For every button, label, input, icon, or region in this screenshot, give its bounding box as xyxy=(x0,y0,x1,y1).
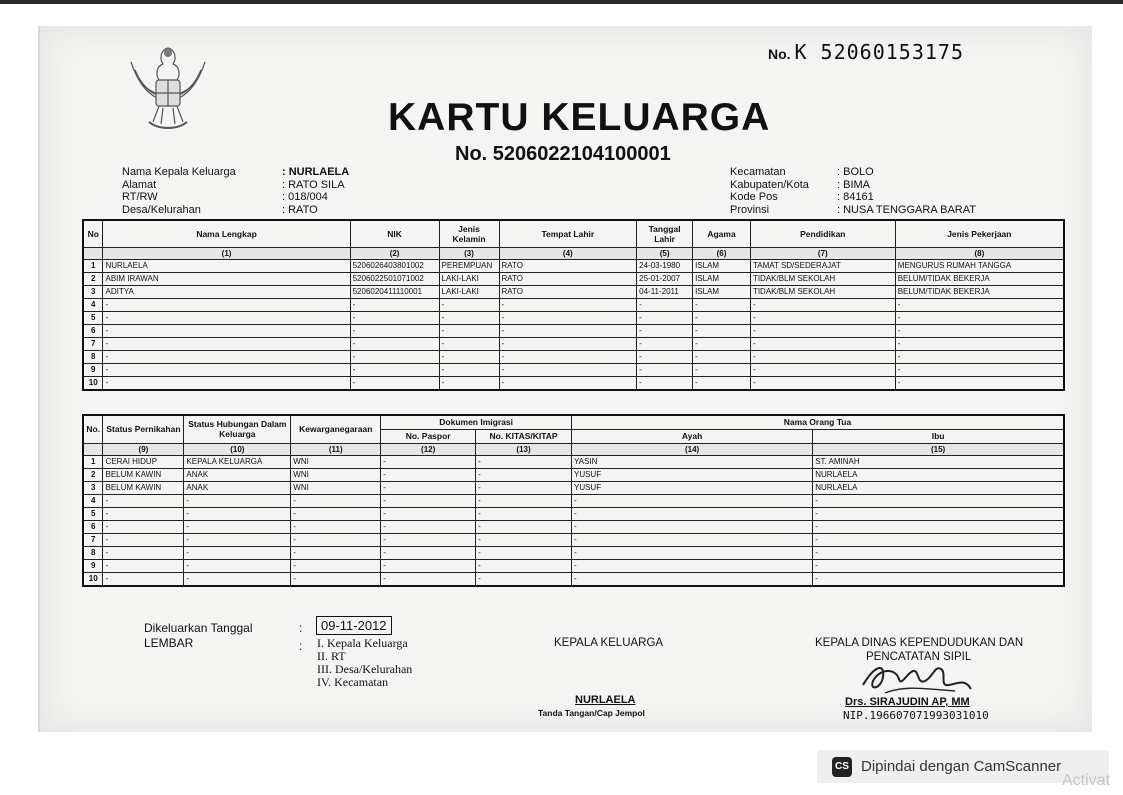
index-cell: (9) xyxy=(103,443,184,455)
table-cell: RATO xyxy=(499,259,637,272)
table-cell: - xyxy=(693,324,751,337)
table-cell: KEPALA KELUARGA xyxy=(184,455,291,468)
table-cell: - xyxy=(103,494,184,507)
header-right-block xyxy=(730,166,1030,216)
lembar-item: II. RT xyxy=(317,649,346,663)
table-cell: - xyxy=(439,298,499,311)
header-label: Kode Pos xyxy=(730,191,778,203)
table-cell: - xyxy=(381,468,476,481)
table-cell: - xyxy=(439,376,499,390)
table-cell: ST. AMINAH xyxy=(813,455,1064,468)
table-cell: - xyxy=(381,494,476,507)
table-cell: - xyxy=(693,298,751,311)
table-row xyxy=(83,455,1064,468)
table-cell: ISLAM xyxy=(693,272,751,285)
table-cell: - xyxy=(476,546,572,559)
table-cell: ISLAM xyxy=(693,285,751,298)
lembar-item: I. Kepala Keluarga xyxy=(317,636,408,650)
table-cell: - xyxy=(184,520,291,533)
row-number: 1 xyxy=(83,259,103,272)
table-cell: WNI xyxy=(291,468,381,481)
table-cell: - xyxy=(439,350,499,363)
table-cell: - xyxy=(350,337,439,350)
table-row xyxy=(83,494,1064,507)
family-status-table xyxy=(82,414,1065,587)
table-cell: - xyxy=(103,546,184,559)
table-cell: - xyxy=(637,324,693,337)
table-row xyxy=(83,285,1064,298)
table-cell: - xyxy=(813,520,1064,533)
table-cell: - xyxy=(693,363,751,376)
table-cell: - xyxy=(571,572,812,586)
table-cell: - xyxy=(476,572,572,586)
colon: : xyxy=(299,621,303,635)
table-cell: - xyxy=(291,546,381,559)
col-header: Status Hubungan Dalam Keluarga xyxy=(184,415,291,443)
table-row xyxy=(83,376,1064,390)
index-cell xyxy=(83,247,103,259)
col-header: No xyxy=(83,220,103,247)
table-cell: - xyxy=(103,507,184,520)
table-cell: NURLAELA xyxy=(813,481,1064,494)
table-cell: - xyxy=(571,494,812,507)
table-cell: - xyxy=(103,337,350,350)
table-cell: - xyxy=(571,533,812,546)
table-cell: RATO xyxy=(499,272,637,285)
row-number: 4 xyxy=(83,298,103,311)
index-cell: (11) xyxy=(291,443,381,455)
table-cell: - xyxy=(637,298,693,311)
lembar-list xyxy=(317,637,412,689)
table-cell: - xyxy=(381,546,476,559)
table-cell: PEREMPUAN xyxy=(439,259,499,272)
table-cell: - xyxy=(350,363,439,376)
table-cell: - xyxy=(476,494,572,507)
header-value: : 018/004 xyxy=(282,191,328,203)
row-number: 6 xyxy=(83,324,103,337)
table-cell: - xyxy=(476,481,572,494)
table-row xyxy=(83,363,1064,376)
table-cell: - xyxy=(750,376,895,390)
row-number: 9 xyxy=(83,559,103,572)
index-cell: (7) xyxy=(750,247,895,259)
table-cell: - xyxy=(813,507,1064,520)
table-cell: - xyxy=(184,494,291,507)
row-number: 8 xyxy=(83,350,103,363)
table-cell: MENGURUS RUMAH TANGGA xyxy=(895,259,1064,272)
row-number: 5 xyxy=(83,507,103,520)
table-cell: - xyxy=(439,363,499,376)
table-cell: - xyxy=(895,298,1064,311)
garuda-emblem-icon xyxy=(123,40,213,135)
table-cell: 5206022501071002 xyxy=(350,272,439,285)
table-cell: - xyxy=(813,559,1064,572)
table-cell: WNI xyxy=(291,455,381,468)
table-cell: - xyxy=(813,572,1064,586)
table-cell: - xyxy=(476,468,572,481)
kk-number: No. 5206022104100001 xyxy=(455,143,671,165)
table-cell: - xyxy=(184,572,291,586)
table-cell: YUSUF xyxy=(571,468,812,481)
table-cell: ABIM IRAWAN xyxy=(103,272,350,285)
table-cell: - xyxy=(381,507,476,520)
row-number: 7 xyxy=(83,337,103,350)
table-cell: - xyxy=(499,363,637,376)
index-cell: (10) xyxy=(184,443,291,455)
official-nip: NIP.196607071993031010 xyxy=(843,709,989,722)
table-cell: - xyxy=(103,376,350,390)
table-cell: YASIN xyxy=(571,455,812,468)
table-cell: - xyxy=(350,324,439,337)
table-cell: - xyxy=(895,311,1064,324)
table-cell: - xyxy=(103,533,184,546)
table-cell: - xyxy=(499,324,637,337)
table-row xyxy=(83,324,1064,337)
table-cell: - xyxy=(291,494,381,507)
row-number: 9 xyxy=(83,363,103,376)
table-cell: - xyxy=(476,533,572,546)
index-cell: (4) xyxy=(499,247,637,259)
table-cell: - xyxy=(750,363,895,376)
header-value: : NURLAELA xyxy=(282,166,350,178)
table-cell: LAKI-LAKI xyxy=(439,272,499,285)
table-cell: - xyxy=(499,337,637,350)
index-cell: (3) xyxy=(439,247,499,259)
lembar-item: III. Desa/Kelurahan xyxy=(317,662,413,676)
lembar-label: LEMBAR xyxy=(144,636,194,650)
table-cell: - xyxy=(693,376,751,390)
table-cell: - xyxy=(184,533,291,546)
col-header: Jenis Kelamin xyxy=(439,220,499,247)
family-head-caption: Tanda Tangan/Cap Jempol xyxy=(538,708,645,718)
table-cell: - xyxy=(750,324,895,337)
table-cell: - xyxy=(637,363,693,376)
table-cell: - xyxy=(750,298,895,311)
doc-number-value: K 52060153175 xyxy=(794,40,964,64)
doc-number-prefix: No. xyxy=(768,46,791,62)
table-cell: - xyxy=(476,507,572,520)
row-number: 10 xyxy=(83,572,103,586)
col-header: No. Paspor xyxy=(381,429,476,443)
table-cell: ADITYA xyxy=(103,285,350,298)
table-cell: RATO xyxy=(499,285,637,298)
table-cell: 04-11-2011 xyxy=(637,285,693,298)
index-cell: (1) xyxy=(103,247,350,259)
row-number: 10 xyxy=(83,376,103,390)
table-cell: - xyxy=(184,546,291,559)
camscanner-logo-icon: CS xyxy=(832,757,852,777)
index-cell: (2) xyxy=(350,247,439,259)
table-cell: - xyxy=(637,337,693,350)
col-header: Nama Lengkap xyxy=(103,220,350,247)
table-row xyxy=(83,572,1064,586)
table-cell: - xyxy=(439,324,499,337)
col-header: Status Pernikahan xyxy=(103,415,184,443)
activation-watermark: Activat xyxy=(1062,772,1111,789)
table-cell: - xyxy=(103,350,350,363)
header-value: : RATO xyxy=(282,203,318,216)
table-row xyxy=(83,272,1064,285)
table-cell: - xyxy=(291,520,381,533)
header-left-block xyxy=(122,166,382,216)
table-cell: - xyxy=(103,298,350,311)
index-cell: (14) xyxy=(571,443,812,455)
table-cell: - xyxy=(637,376,693,390)
table-row xyxy=(83,546,1064,559)
table-row xyxy=(83,298,1064,311)
header-label: Desa/Kelurahan xyxy=(122,203,201,216)
table-cell: - xyxy=(476,455,572,468)
table-cell: 25-01-2007 xyxy=(637,272,693,285)
header-label: Nama Kepala Keluarga xyxy=(122,166,236,178)
index-cell: (5) xyxy=(637,247,693,259)
table-cell: NURLAELA xyxy=(813,468,1064,481)
row-number: 6 xyxy=(83,520,103,533)
table-cell: - xyxy=(499,350,637,363)
table-cell: - xyxy=(750,350,895,363)
col-header: Pendidikan xyxy=(750,220,895,247)
table-cell: - xyxy=(693,350,751,363)
table-cell: - xyxy=(103,559,184,572)
table-cell: - xyxy=(571,520,812,533)
header-label: Provinsi xyxy=(730,203,770,216)
table-cell: - xyxy=(350,311,439,324)
col-header: No. KITAS/KITAP xyxy=(476,429,572,443)
table-cell: - xyxy=(291,507,381,520)
table-cell: LAKI-LAKI xyxy=(439,285,499,298)
table-cell: 5206020411110001 xyxy=(350,285,439,298)
table-cell: - xyxy=(439,311,499,324)
table-cell: TIDAK/BLM SEKOLAH xyxy=(750,272,895,285)
header-value: : NUSA TENGGARA BARAT xyxy=(837,203,976,216)
camscanner-label: Dipindai dengan CamScanner xyxy=(861,758,1062,775)
table-cell: - xyxy=(571,559,812,572)
official-title: PENCATATAN SIPIL xyxy=(866,651,972,663)
header-value: : RATO SILA xyxy=(282,178,345,191)
table-cell: TAMAT SD/SEDERAJAT xyxy=(750,259,895,272)
table-cell: - xyxy=(813,494,1064,507)
table-cell: - xyxy=(637,311,693,324)
colon: : xyxy=(299,639,303,653)
table-cell: BELUM/TIDAK BEKERJA xyxy=(895,285,1064,298)
table-cell: - xyxy=(291,559,381,572)
table-cell: - xyxy=(381,455,476,468)
family-head-name: NURLAELA xyxy=(575,694,636,706)
table-cell: - xyxy=(813,533,1064,546)
header-label: Kecamatan xyxy=(730,166,786,178)
issued-date-label: Dikeluarkan Tanggal xyxy=(144,621,253,635)
table-cell: - xyxy=(381,572,476,586)
header-value: : BIMA xyxy=(837,178,871,191)
col-header: NIK xyxy=(350,220,439,247)
table-row xyxy=(83,337,1064,350)
table-row xyxy=(83,311,1064,324)
col-header: Jenis Pekerjaan xyxy=(895,220,1064,247)
row-number: 8 xyxy=(83,546,103,559)
col-header: Ibu xyxy=(813,429,1064,443)
row-number: 2 xyxy=(83,272,103,285)
table-cell: - xyxy=(103,572,184,586)
table-cell: - xyxy=(571,546,812,559)
table-cell: WNI xyxy=(291,481,381,494)
table-cell: - xyxy=(499,376,637,390)
col-header: Ayah xyxy=(571,429,812,443)
index-cell: (8) xyxy=(895,247,1064,259)
table-cell: - xyxy=(291,533,381,546)
row-number: 7 xyxy=(83,533,103,546)
family-head-title: KEPALA KELUARGA xyxy=(554,637,664,649)
family-members-table xyxy=(82,219,1065,391)
document-title: KARTU KELUARGA xyxy=(388,96,771,139)
table-row xyxy=(83,259,1064,272)
table-cell: BELUM KAWIN xyxy=(103,481,184,494)
table-cell: - xyxy=(895,350,1064,363)
col-header: Tanggal Lahir xyxy=(637,220,693,247)
col-header: Dokumen Imigrasi xyxy=(381,415,572,429)
table-cell: - xyxy=(184,559,291,572)
table-cell: - xyxy=(350,298,439,311)
table-cell: - xyxy=(103,311,350,324)
row-number: 2 xyxy=(83,468,103,481)
issued-date: 09-11-2012 xyxy=(316,616,392,635)
table-cell: - xyxy=(750,311,895,324)
table-cell: - xyxy=(350,350,439,363)
table-row xyxy=(83,520,1064,533)
header-label: Alamat xyxy=(122,178,157,191)
table-cell: - xyxy=(813,546,1064,559)
table-cell: - xyxy=(693,337,751,350)
index-cell xyxy=(83,443,103,455)
table-row xyxy=(83,533,1064,546)
lembar-item: IV. Kecamatan xyxy=(317,675,389,689)
header-value: : 84161 xyxy=(837,191,874,203)
table-cell: - xyxy=(381,520,476,533)
table-cell: - xyxy=(693,311,751,324)
table-cell: - xyxy=(103,520,184,533)
table-cell: ANAK xyxy=(184,481,291,494)
table-cell: NURLAELA xyxy=(103,259,350,272)
table-cell: - xyxy=(637,350,693,363)
col-header: No. xyxy=(83,415,103,443)
index-cell: (15) xyxy=(813,443,1064,455)
row-number: 4 xyxy=(83,494,103,507)
table-cell: BELUM/TIDAK BEKERJA xyxy=(895,272,1064,285)
official-name: Drs. SIRAJUDIN AP, MM xyxy=(845,696,970,708)
index-cell: (6) xyxy=(693,247,751,259)
header-label: RT/RW xyxy=(122,191,158,203)
table-row xyxy=(83,468,1064,481)
table-cell: - xyxy=(381,559,476,572)
table-cell: - xyxy=(476,559,572,572)
table-cell: - xyxy=(381,481,476,494)
table-cell: - xyxy=(750,337,895,350)
table-row xyxy=(83,350,1064,363)
table-cell: 24-03-1980 xyxy=(637,259,693,272)
row-number: 5 xyxy=(83,311,103,324)
table-cell: 5206026403801002 xyxy=(350,259,439,272)
header-label: Kabupaten/Kota xyxy=(730,178,809,191)
table-cell: - xyxy=(571,507,812,520)
row-number: 3 xyxy=(83,285,103,298)
table-cell: - xyxy=(895,337,1064,350)
table-cell: TIDAK/BLM SEKOLAH xyxy=(750,285,895,298)
table-cell: - xyxy=(291,572,381,586)
col-header: Nama Orang Tua xyxy=(571,415,1064,429)
table-cell: - xyxy=(103,363,350,376)
row-number: 1 xyxy=(83,455,103,468)
table-row xyxy=(83,559,1064,572)
table-cell: - xyxy=(895,363,1064,376)
table-cell: - xyxy=(476,520,572,533)
table-cell: - xyxy=(439,337,499,350)
table-cell: - xyxy=(895,376,1064,390)
top-border xyxy=(0,0,1123,4)
table-cell: - xyxy=(499,311,637,324)
table-cell: - xyxy=(184,507,291,520)
table-cell: - xyxy=(895,324,1064,337)
table-cell: CERAI HIDUP xyxy=(103,455,184,468)
table-row xyxy=(83,481,1064,494)
col-header: Kewarganegaraan xyxy=(291,415,381,443)
table-cell: ANAK xyxy=(184,468,291,481)
col-header: Agama xyxy=(693,220,751,247)
index-cell: (12) xyxy=(381,443,476,455)
table-cell: BELUM KAWIN xyxy=(103,468,184,481)
table-cell: - xyxy=(350,376,439,390)
table-cell: - xyxy=(499,298,637,311)
col-header: Tempat Lahir xyxy=(499,220,637,247)
table-cell: YUSUF xyxy=(571,481,812,494)
signature-image xyxy=(855,655,975,700)
table-cell: ISLAM xyxy=(693,259,751,272)
official-title: KEPALA DINAS KEPENDUDUKAN DAN xyxy=(815,637,1024,649)
header-value: : BOLO xyxy=(837,166,874,178)
table-row xyxy=(83,507,1064,520)
table-cell: - xyxy=(381,533,476,546)
row-number: 3 xyxy=(83,481,103,494)
index-cell: (13) xyxy=(476,443,572,455)
table-cell: - xyxy=(103,324,350,337)
